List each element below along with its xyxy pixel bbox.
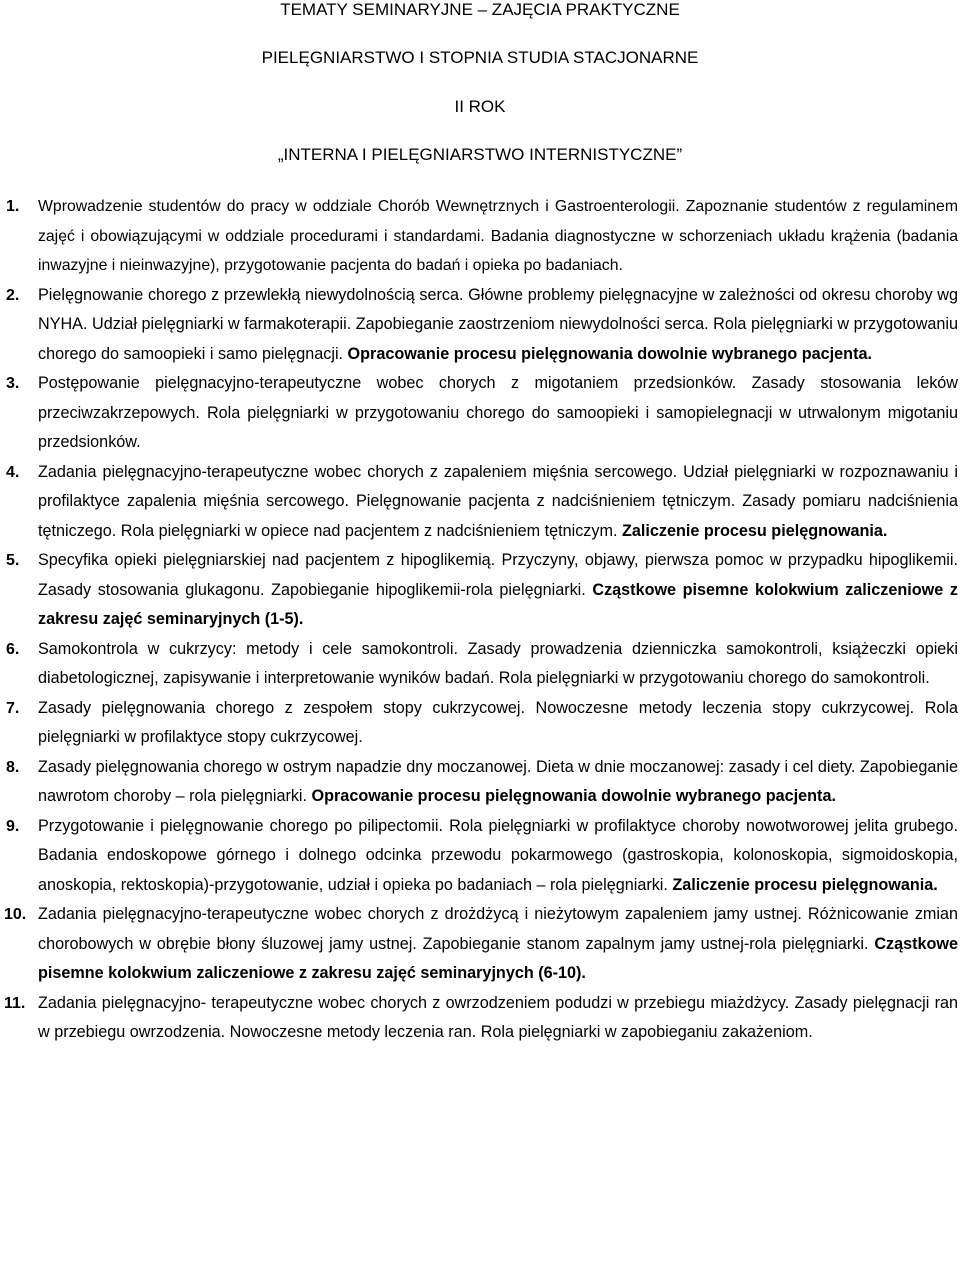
list-item: [0, 989, 960, 1048]
item-number: 9.: [6, 817, 20, 835]
list-item: [0, 694, 960, 753]
list-item: [0, 900, 960, 989]
list-item: [0, 369, 960, 458]
list-item: [0, 281, 960, 370]
item-number: 5.: [6, 552, 20, 569]
list-item: [0, 753, 960, 812]
item-text: Przygotowanie i pielęgnowanie chorego po pilipectomii. Rola pielęgniarki w profilaktyce choroby nowotworowej jelita grubego. Badania endoskopowe górnego i dolnego odcinka przewodu pokarmowego (gastroskopia, kolonoskopia, sigmoidoskopia, anoskopia, rektoskopia)-przygotowanie, udział i opieka po badaniach – rola pielęgniarki.: [38, 816, 958, 894]
item-number: 2.: [6, 286, 20, 304]
item-number: 8.: [6, 758, 20, 776]
item-text: Zadania pielęgnacyjno-terapeutyczne wobec chorych z zapaleniem mięśnia sercowego. Udział pielęgniarki w rozpoznawaniu i profilaktyce zapalenia mięśnia sercowego. Pielęgnowanie pacjenta z nadciśnieniem tętniczym. Zasady pomiaru nadciśnienia tętniczego. Rola pielęgniarki w opiece nad pacjentem z nadciśnieniem tętniczym.: [38, 462, 958, 540]
item-text: Specyfika opieki pielęgniarskiej nad pacjentem z hipoglikemią. Przyczyny, objawy, pierwsza pomoc w przypadku hipoglikemii. Zasady stosowania glukagonu. Zapobieganie hipoglikemii-rola pielęgniarki.: [38, 551, 958, 599]
item-text: Zadania pielęgnacyjno-terapeutyczne wobec chorych z drożdżycą i nieżytowym zapaleniem jamy ustnej. Różnicowanie zmian chorobowych w obrębie błony śluzowej jamy ustnej. Zapobieganie stanom zapalnym jamy ustnej-rola pielęgniarki.: [38, 905, 958, 953]
list-item: [0, 458, 960, 547]
item-text: Zasady pielęgnowania chorego z zespołem stopy cukrzycowej. Nowoczesne metody leczenia stopy cukrzycowej. Rola pielęgniarki w profilaktyce stopy cukrzycowej.: [38, 698, 958, 746]
item-text: Wprowadzenie studentów do pracy w oddziale Chorób Wewnętrznych i Gastroenterologii. Zapoznanie studentów z regulaminem zajęć i obowiązującymi w oddziale procedurami i standardami. Badania diagnostyczne w schorzeniach układu krążenia (badania inwazyjne i nieinwazyjne), przygotowanie pacjenta do badań i opieka po badaniach.: [38, 198, 958, 274]
item-text: Samokontrola w cukrzycy: metody i cele samokontroli. Zasady prowadzenia dzienniczka samokontroli, książeczki opieki diabetologicznej, zapisywanie i interpretowanie wyników badań. Rola pielęgniarki w przygotowaniu chorego do samokontroli.: [38, 639, 958, 687]
item-number: 6.: [6, 640, 20, 658]
item-bold-text: Cząstkowe pisemne kolokwium zaliczeniowe z zakresu zajęć seminaryjnych (6-10).: [38, 934, 958, 982]
item-bold-text: Cząstkowe pisemne kolokwium zaliczeniowe z zakresu zajęć seminaryjnych (1-5).: [38, 580, 958, 628]
item-bold-text: Opracowanie procesu pielęgnowania dowolnie wybranego pacjenta.: [347, 344, 872, 363]
list-item: [0, 546, 960, 635]
topics-list: [0, 192, 960, 1048]
list-item: [0, 812, 960, 901]
header-title: TEMATY SEMINARYJNE – ZAJĘCIA PRAKTYCZNE: [280, 0, 680, 19]
item-text: Postępowanie pielęgnacyjno-terapeutyczne wobec chorych z migotaniem przedsionków. Zasady stosowania leków przeciwzakrzepowych. Rola pielęgniarki w przygotowaniu chorego do samoopieki i samopielegnacji w utrwalonym migotaniu przedsionków.: [38, 374, 958, 451]
item-text: Zadania pielęgnacyjno- terapeutyczne wobec chorych z owrzodzeniem podudzi w przebiegu miażdżycy. Zasady pielęgnacji ran w przebiegu owrzodzenia. Nowoczesne metody leczenia ran. Rola pielęgniarki w zapobieganiu zakażeniom.: [38, 993, 958, 1041]
item-bold-text: Zaliczenie procesu pielęgnowania.: [621, 521, 888, 540]
item-text: Zasady pielęgnowania chorego w ostrym napadzie dny moczanowej. Dieta w dnie moczanowej: zasady i cel diety. Zapobieganie nawrotom choroby – rola pielęgniarki.: [38, 757, 958, 805]
item-number: 10.: [4, 906, 27, 923]
item-text: Pielęgnowanie chorego z przewlekłą niewydolnością serca. Główne problemy pielęgnacyjne w zależności od okresu choroby wg NYHA. Udział pielęgniarki w farmakoterapii. Zapobieganie zaostrzeniom niewydolności serca. Rola pielęgniarki w przygotowaniu chorego do samoopieki i samo pielęgnacji.: [38, 285, 958, 363]
list-item: [0, 192, 960, 281]
header-course: „INTERNA I PIELĘGNIARSTWO INTERNISTYCZNE”: [277, 145, 683, 164]
item-number: 4.: [6, 463, 20, 481]
list-item: [0, 635, 960, 694]
item-number: 3.: [6, 375, 20, 392]
item-number: 11.: [4, 994, 26, 1012]
item-bold-text: Opracowanie procesu pielęgnowania dowolnie wybranego pacjenta.: [311, 787, 836, 805]
header-program: PIELĘGNIARSTWO I STOPNIA STUDIA STACJONARNE: [261, 48, 699, 67]
item-bold-text: Zaliczenie procesu pielęgnowania.: [672, 875, 938, 894]
item-number: 7.: [6, 699, 20, 717]
header-year: II ROK: [454, 97, 506, 116]
item-number: 1.: [6, 198, 20, 215]
